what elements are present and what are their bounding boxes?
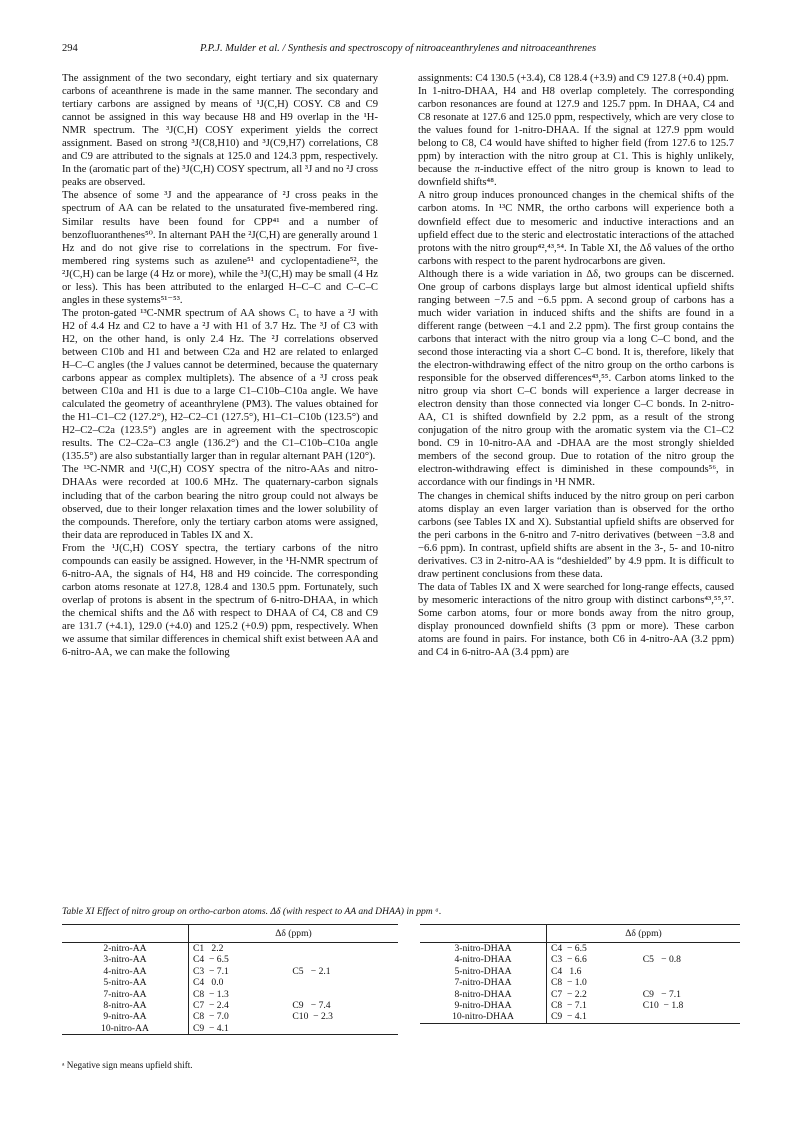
table-cell	[639, 943, 740, 955]
table-cell: C9 − 7.4	[292, 1000, 331, 1012]
paragraph: The data of Tables IX and X were searched for long-range effects, caused by mesomeric interactions of the nitro group with distinct carbons⁴³,⁵⁵,⁵⁷. Some carbon atoms, four or more bonds away from the nitro group, display pronounced downfield shifts (3 ppm or more). These carbon atoms are found in pairs. For instance, both C6 in 4-nitro-AA (3.2 ppm) and C4 in 6-nitro-AA (3.4 ppm) are	[418, 581, 734, 659]
table-cell: 7-nitro-AA	[62, 989, 189, 1000]
table-cell	[639, 966, 740, 977]
table-cell: 8-nitro-AA	[62, 1000, 189, 1011]
table-caption: Table XI Effect of nitro group on ortho-carbon atoms. Δδ (with respect to AA and DHAA) in ppm ᵃ.	[62, 906, 442, 917]
table-cell: 4-nitro-DHAA	[420, 954, 547, 965]
table-header: Δδ (ppm)	[547, 925, 741, 943]
table-cell: 7-nitro-DHAA	[420, 977, 547, 988]
table-cell: 9-nitro-AA	[62, 1011, 189, 1022]
table-cell	[288, 954, 398, 965]
table-cell: C4 − 6.5	[193, 954, 229, 966]
table-cell: C7 − 2.2	[551, 988, 587, 1000]
table-cell: C3 − 6.6	[551, 954, 587, 966]
table-cell: 5-nitro-AA	[62, 977, 189, 988]
table-row	[420, 989, 740, 1000]
paragraph: A nitro group induces pronounced changes in the chemical shifts of the carbon atoms. In ¹³C NMR, the ortho carbons will experience both a downfield effect due to mesomeric and inductive interactions and an upfield effect due to the steric and electrostatic interactions of the attached protons with the nitro group⁴²,⁴³,⁵⁴. In Table XI, the Δδ values of the ortho carbons with respect to the parent hydrocarbons are given.	[418, 190, 734, 267]
table-row	[420, 943, 740, 955]
paragraph: assignments: C4 130.5 (+3.4), C8 128.4 (+3.9) and C9 127.8 (+0.4) ppm.	[418, 73, 729, 84]
table-aa	[62, 924, 398, 1035]
table-header: Δδ (ppm)	[189, 925, 399, 943]
table-cell: C9 − 7.1	[642, 988, 681, 1000]
table-cell: C4 0.0	[193, 977, 224, 989]
left-column	[62, 72, 378, 659]
table-cell: C5 − 0.8	[642, 954, 681, 966]
table-cell: C10 − 2.3	[292, 1011, 333, 1023]
table-cell: C8 − 1.0	[551, 977, 587, 989]
table-row	[62, 966, 398, 977]
table-cell: 3-nitro-DHAA	[420, 943, 547, 955]
right-column	[418, 72, 734, 659]
table-footnote: ᵃ Negative sign means upfield shift.	[62, 1060, 193, 1070]
table-cell: C8 − 1.3	[193, 988, 229, 1000]
table-cell	[288, 977, 398, 988]
table-row	[420, 954, 740, 965]
paragraph: In 1-nitro-DHAA, H4 and H8 overlap completely. The corresponding carbon resonances are found at 127.9 and 125.7 ppm. In DHAA, C4 and C8 resonate at 127.6 and 125.0 ppm, respectively, which are very close to the values found for 1-nitro-DHAA. If the signal at 127.9 ppm would belong to C8, C4 would have shifted to higher field (from 127.6 to 125.7 ppm) by interaction with the nitro group at C1. This is highly unlikely, because the π-inductive effect of the nitro group is known to lead to downfield shifts⁴⁸.	[418, 86, 734, 189]
table-cell: C7 − 2.4	[193, 1000, 229, 1012]
table-cell	[288, 943, 398, 955]
table-row	[62, 1000, 398, 1011]
table-row	[62, 943, 398, 955]
table-row	[62, 989, 398, 1000]
table-cell	[288, 989, 398, 1000]
paragraph: The ¹³C-NMR and ¹J(C,H) COSY spectra of the nitro-AAs and nitro-DHAAs were recorded at 100.6 MHz. The quaternary-carbon signals including that of the carbon bearing the nitro group could not always be observed, due to their longer relaxation times and the lower solubility of the compounds. Therefore, only the tertiary carbon atoms were assigned, their data are reproduced in Tables IX and X.	[62, 464, 378, 541]
table-cell: 10-nitro-DHAA	[420, 1011, 547, 1023]
table-cell: 3-nitro-AA	[62, 954, 189, 965]
table-row	[420, 977, 740, 988]
table-cell: C10 − 1.8	[642, 1000, 684, 1012]
table-cell: C8 − 7.0	[193, 1011, 229, 1023]
paragraph: The proton-gated ¹³C-NMR spectrum of AA shows C₁ to have a ²J with H2 of 4.4 Hz and C2 to have a ²J with H1 of 3.7 Hz. The ³J of C3 with H2, on the other hand, is only 2.4 Hz. The ²J correlations observed between C10b and H1 and between C2a and H2 are related to enlarged H–C–C angles (the J values cannot be determined, because the quaternary carbons appear as complex multiplets). The absence of a ³J cross peak between C10a and H1 is due to a large C1–C10b–C10a angle. We have calculated the geometry of aceanthrylene (PM3). The values obtained for the H1–C1–C2 (127.2°), H2–C2–C1 (127.5°), H1–C1–C10b (123.5°) and H2–C2–C2a (123.5°) angles are in agreement with the spectroscopic results. The C2–C2a–C3 angle (136.2°) and the C1–C10b–C10a angle (135.5°) are also substantially larger than in regular alternant PAH (120°).	[62, 307, 378, 463]
table-cell: 8-nitro-DHAA	[420, 989, 547, 1000]
table-cell: C4 1.6	[551, 965, 582, 977]
paragraph: From the ¹J(C,H) COSY spectra, the tertiary carbons of the nitro compounds can easily be assigned. However, in the ¹H-NMR spectrum of 6-nitro-AA, the signals of H4, H8 and H9 coincide. The corresponding carbon atoms resonate at 127.8, 128.4 and 130.5 ppm. Fortunately, such overlap of protons is absent in the spectrum of 6-nitro-DHAA, in which the chemical shifts and the Δδ with respect to DHAA of C4, C8 and C9 are 131.7 (+4.1), 129.0 (+4.0) and 125.2 (+0.9) ppm, respectively. When we assume that similar differences in chemical shift exist between AA and 6-nitro-AA, we can make the following	[62, 542, 378, 659]
table-cell: 9-nitro-DHAA	[420, 1000, 547, 1011]
table-cell: C3 − 7.1	[193, 965, 229, 977]
paragraph: The absence of some ³J and the appearance of ²J cross peaks in the spectrum of AA can be related to the unsaturated five-membered ring. Similar results have been found for CPP⁴¹ and a number of benzofluoranthenes⁵⁰. In alternant PAH the ²J(C,H) are generally around 1 Hz and do not give rise to correlations in the spectrum. For five-membered ring systems such as azulene⁵¹ and cyclopentadiene⁵², the ²J(C,H) can be large (4 Hz or more), while the ³J(C,H) may be small (4 Hz or less). This has been attributed to the enlarged H–C–C and C–C–C angles in these systems⁵¹⁻⁵³.	[62, 190, 378, 306]
paragraph: The assignment of the two secondary, eight tertiary and six quaternary carbons of aceanthrene is made in the same manner. The secondary and tertiary carbons are assigned by means of ¹J(C,H) COSY. C8 and C9 cannot be assigned in this way because H8 and H9 overlap in the ¹H-NMR spectrum. The ³J(C,H) COSY experiment yields the correct assignment. Based on strong ³J(C8,H10) and ³J(C9,H7) correlations, C8 and C9 are attributed to the signals at 125.0 and 124.3 ppm, respectively. In the (aromatic part of the) ³J(C,H) COSY spectrum, all ³J and no ²J cross peaks are observed.	[62, 73, 378, 189]
table-cell: C1 2.2	[193, 943, 224, 954]
table-cell: C9 − 4.1	[189, 1023, 289, 1035]
table-row	[420, 1000, 740, 1011]
page-header	[62, 43, 734, 59]
page-number: 294	[62, 43, 78, 54]
table-row	[420, 966, 740, 977]
table-cell: 2-nitro-AA	[62, 943, 189, 955]
paragraph: The changes in chemical shifts induced by the nitro group on peri carbon atoms display an even larger variation than is observed for the ortho carbons (see Tables IX and X). Substantial upfield shifts are observed for the peri carbons in the 6-nitro and 7-nitro derivatives (between −3.8 and −6.6 ppm). In contrast, upfield shifts are absent in the 3-, 5- and 10-nitro derivatives. C3 in 2-nitro-AA is “deshielded” by 4.9 ppm. It is difficult to draw pertinent conclusions from these data.	[418, 490, 734, 580]
table-cell: 10-nitro-AA	[62, 1023, 189, 1035]
table-cell: C5 − 2.1	[292, 965, 331, 977]
table-cell: C4 − 6.5	[551, 943, 587, 954]
table-cell: C9 − 4.1	[547, 1011, 639, 1023]
table-row	[62, 1011, 398, 1022]
table-cell: C8 − 7.1	[551, 1000, 587, 1012]
table-dhaa	[420, 924, 740, 1024]
table-row	[62, 977, 398, 988]
table-row	[420, 1011, 740, 1023]
table-cell	[639, 1011, 740, 1023]
paragraph: Although there is a wide variation in Δδ, two groups can be discerned. One group of carbons displays large but almost identical upfield shifts ranging between −7.5 and −6.5 ppm. A second group of carbons has a much wider variation in induced shifts and the shifts are found in a different range (between −4.1 and 2.2 ppm). The first group contains the carbons that interact with the nitro group via a long C–C bond, and the second those interacting via a short C–C bond. It is, therefore, likely that the electron-withdrawing effect of the nitro group on the ortho carbons is responsible for the observed differences⁴³,⁵⁵. Carbon atoms linked to the nitro group via short C–C bonds will experience a larger decrease in electron density than those connected via longer C–C bonds. In 2-nitro-AA, C1 is shifted downfield by 2.2 ppm, as a result of the strong conjugation of the nitro group with the aromatic system via the C1–C2 bond. C9 in 10-nitro-AA and -DHAA are the most strongly shielded members of the second group. Due to rotation of the nitro group the electron-withdrawing effect is diminished in these compounds⁵⁶, in accordance with our findings in ¹H NMR.	[418, 268, 734, 489]
table-cell: 5-nitro-DHAA	[420, 966, 547, 977]
table-row	[62, 954, 398, 965]
table-cell	[288, 1023, 398, 1035]
table-cell	[639, 977, 740, 988]
table-row	[62, 1023, 398, 1035]
table-cell: 4-nitro-AA	[62, 966, 189, 977]
running-head: P.P.J. Mulder et al. / Synthesis and spectroscopy of nitroaceanthrylenes and nitroaceanthrenes	[199, 43, 597, 54]
